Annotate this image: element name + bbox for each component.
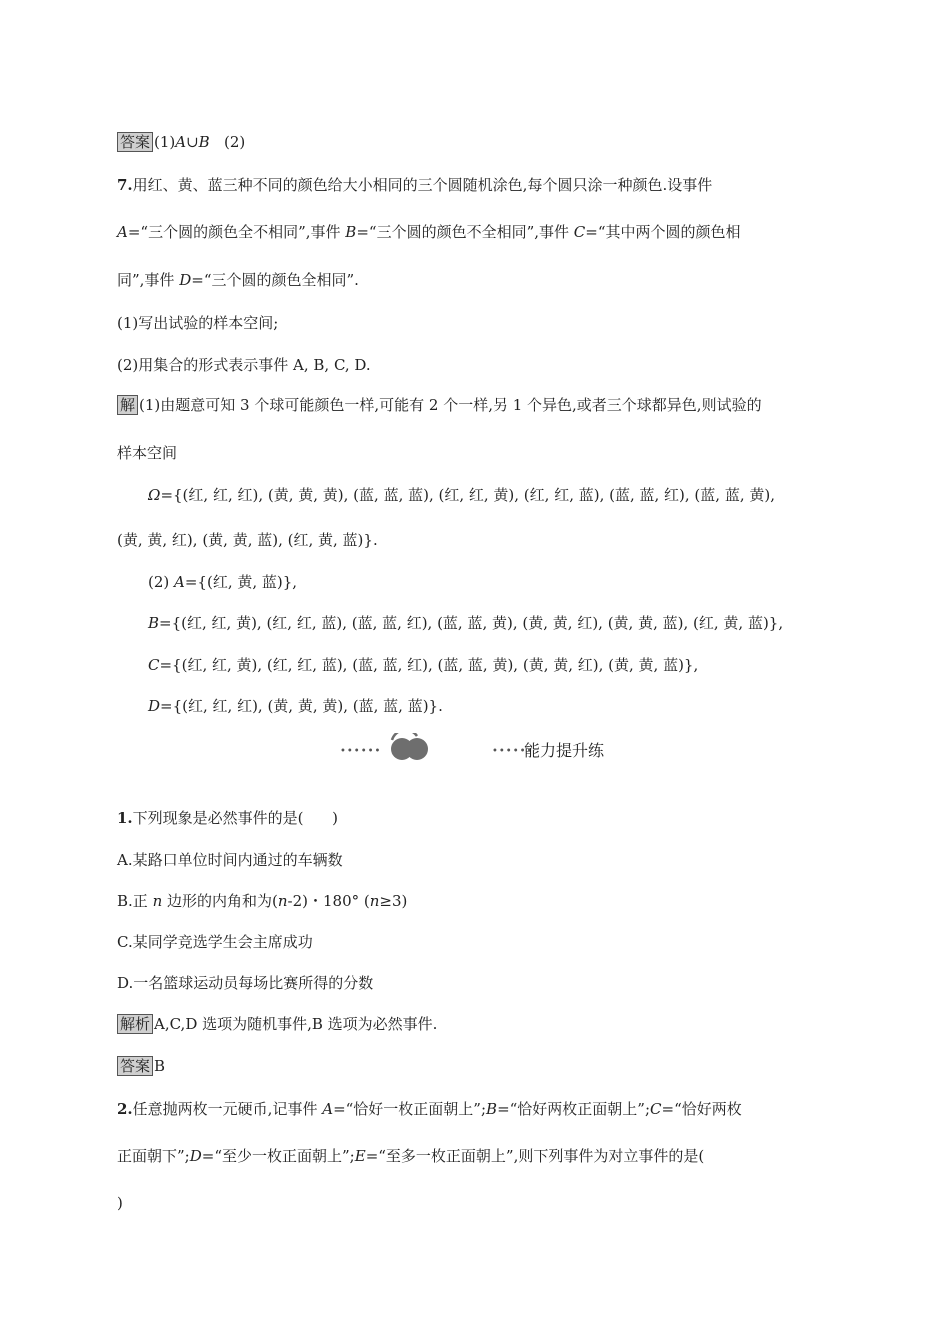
set-text: ={(红, 红, 黄), (红, 红, 蓝), (蓝, 蓝, 红), (蓝, 蓝, 黄), (黄, 黄, 红), (黄, 黄, 蓝), (红, 黄, 蓝)},: [159, 614, 784, 632]
q7-sub1: (1)写出试验的样本空间;: [117, 314, 279, 332]
stem-text: =“其中两个圆的颜色相: [585, 223, 741, 241]
p1-stem: [117, 808, 338, 828]
answer-rest: (2): [209, 133, 246, 151]
question-number: 2.: [117, 1100, 133, 1118]
event-var: D: [148, 697, 161, 715]
option-text: -2)・180° (: [287, 892, 370, 910]
answer-text: B: [154, 1057, 166, 1075]
stem-text: =“至多一枚正面朝上”,则下列事件为对立事件的是(: [365, 1147, 705, 1165]
omega-line1: [148, 485, 775, 505]
section-title: 能力提升练: [524, 741, 605, 760]
set-c-line: [148, 655, 698, 675]
option-a: A.某路口单位时间内通过的车辆数: [117, 851, 343, 869]
var-n: n: [152, 892, 163, 910]
var-n: n: [369, 892, 380, 910]
event-var: C: [650, 1100, 662, 1118]
solution-tag: 解: [117, 395, 138, 415]
stem-text: 正面朝下”;: [117, 1147, 190, 1165]
option-text: B.正: [117, 892, 153, 910]
p2-stem-line1: [117, 1099, 742, 1119]
option-c: C.某同学竞选学生会主席成功: [117, 933, 313, 951]
event-var: C: [573, 223, 586, 241]
set-text: ={(红, 红, 红), (黄, 黄, 黄), (蓝, 蓝, 蓝)}.: [160, 697, 443, 715]
event-var: C: [148, 656, 160, 674]
q7-solution-line1: [117, 395, 762, 415]
omega-line2: (黄, 黄, 红), (黄, 黄, 蓝), (红, 黄, 蓝)}.: [117, 531, 378, 549]
section-divider: [340, 733, 640, 763]
stem-text: 下列现象是必然事件的是( ): [132, 809, 338, 827]
omega-symbol: Ω: [148, 486, 161, 504]
event-var: D: [179, 271, 192, 289]
option-text: 边形的内角和为(: [162, 892, 278, 910]
stem-text: =“恰好两枚: [661, 1100, 742, 1118]
set-text: ={(红, 黄, 蓝)},: [184, 573, 298, 591]
stem-text: =“至少一枚正面朝上”;: [201, 1147, 355, 1165]
stem-text: =“三个圆的颜色不全相同”,事件: [356, 223, 574, 241]
set-text: ={(红, 红, 黄), (红, 红, 蓝), (蓝, 蓝, 红), (蓝, 蓝, 黄), (黄, 黄, 红), (黄, 黄, 蓝)},: [159, 656, 699, 674]
q7-stem-line3: [117, 270, 359, 290]
question-number: 7.: [117, 176, 133, 194]
answer-var: A∪B: [175, 133, 210, 151]
q6-answer-line: [117, 132, 245, 152]
stem-text: =“恰好一枚正面朝上”;: [333, 1100, 487, 1118]
event-var: A: [174, 573, 185, 591]
p1-answer-line: [117, 1056, 165, 1076]
event-var: A: [322, 1100, 334, 1118]
option-d: D.一名篮球运动员每场比赛所得的分数: [117, 974, 374, 992]
set-text: ={(红, 红, 红), (黄, 黄, 黄), (蓝, 蓝, 蓝), (红, 红, 黄), (红, 红, 蓝), (蓝, 蓝, 红), (蓝, 蓝, 黄),: [160, 486, 775, 504]
q7-sub2: (2)用集合的形式表示事件 A, B, C, D.: [117, 356, 371, 374]
set-prefix: (2): [148, 573, 175, 591]
analysis-text: A,C,D 选项为随机事件,B 选项为必然事件.: [154, 1015, 438, 1033]
answer-tag: 答案: [117, 1056, 153, 1076]
event-var: B: [486, 1100, 498, 1118]
q7-solution-line2: 样本空间: [117, 444, 178, 462]
p2-stem-line3: ): [117, 1194, 123, 1212]
stem-text: 任意抛两枚一元硬币,记事件: [132, 1100, 323, 1118]
var-n: n: [277, 892, 288, 910]
stem-text: =“三个圆的颜色全相同”.: [191, 271, 359, 289]
event-var: D: [189, 1147, 202, 1165]
stem-text: =“恰好两枚正面朝上”;: [497, 1100, 651, 1118]
event-var: E: [354, 1147, 366, 1165]
p1-analysis-line: [117, 1014, 437, 1034]
set-d-line: [148, 696, 443, 716]
event-var: A: [117, 223, 128, 241]
option-text: ≥3): [379, 892, 408, 910]
stem-text: 同”,事件: [117, 271, 180, 289]
stem-text: 用红、黄、蓝三种不同的颜色给大小相同的三个圆随机涂色,每个圆只涂一种颜色.设事件: [132, 176, 713, 194]
set-a-line: [148, 572, 297, 592]
p2-stem-line2: [117, 1146, 704, 1166]
stem-text: =“三个圆的颜色全不相同”,事件: [127, 223, 346, 241]
analysis-tag: 解析: [117, 1014, 153, 1034]
dots-left: ••••••: [340, 746, 382, 757]
answer-tag: 答案: [117, 132, 153, 152]
event-var: B: [148, 614, 160, 632]
double-circle-icon: [383, 733, 435, 763]
q7-stem-line2: [117, 222, 741, 242]
solution-text: (1)由题意可知 3 个球可能颜色一样,可能有 2 个一样,另 1 个异色,或者三个球都异色,则试验的: [139, 396, 762, 414]
option-b: [117, 891, 407, 911]
set-b-line: [148, 613, 783, 633]
q7-stem-line1: [117, 175, 712, 195]
answer-text: (1): [154, 133, 176, 151]
dots-right: ••••••: [492, 746, 534, 757]
question-number: 1.: [117, 809, 133, 827]
event-var: B: [345, 223, 357, 241]
